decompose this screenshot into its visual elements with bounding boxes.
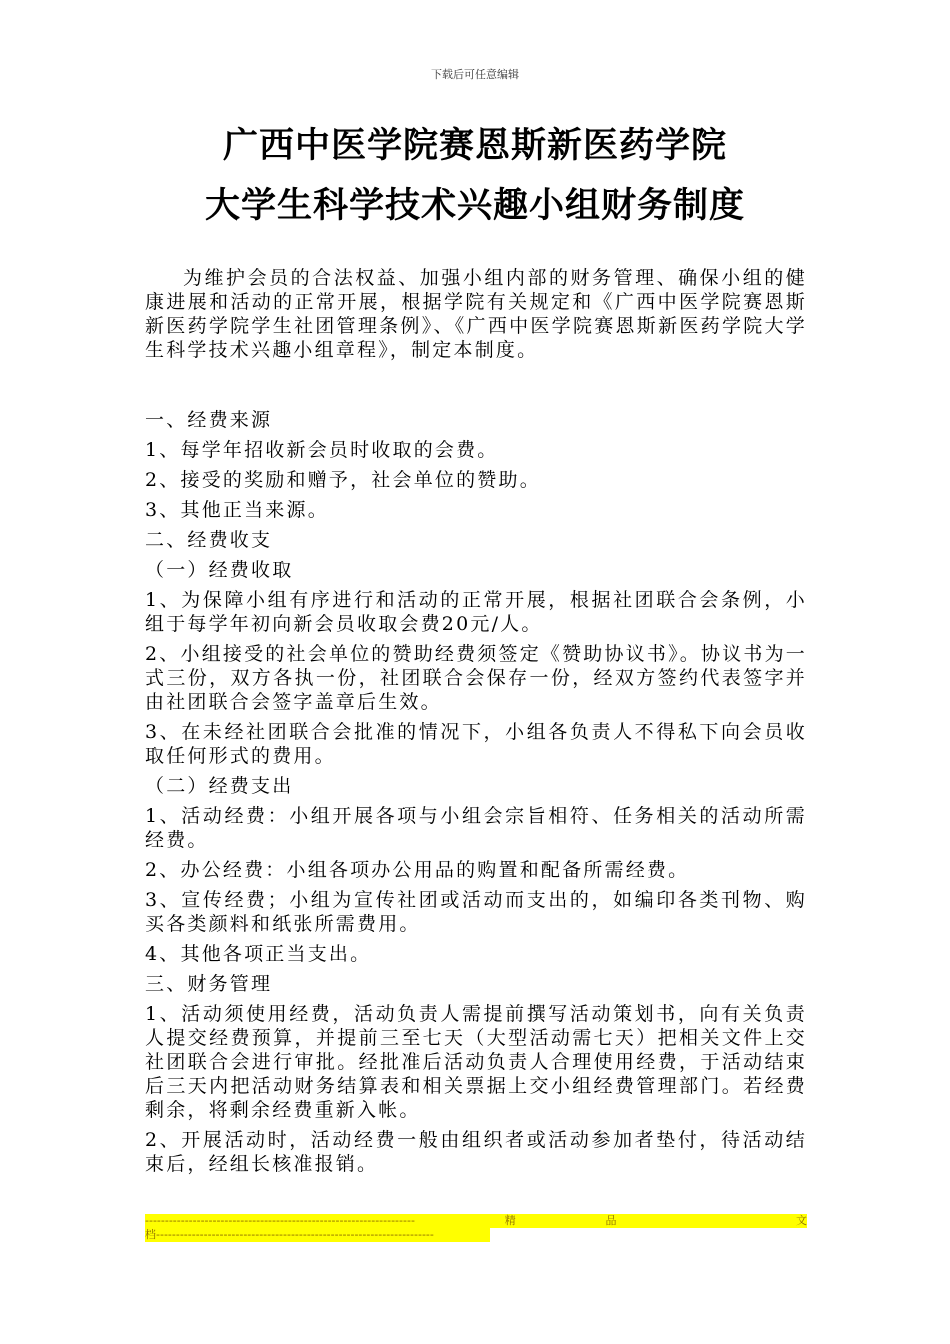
body-paragraph: 一、经费来源 xyxy=(145,409,273,431)
footer-dashes: -------------------------------------------------------------------- xyxy=(145,1214,415,1227)
intro-paragraph: 为维护会员的合法权益、加强小组内部的财务管理、确保小组的健康进展和活动的正常开展，根据学院有关规定和《广西中医学院赛恩斯新医药学院学生社团管理条例》、《广西中医学院赛恩斯新医药学院大学生科学技术兴趣小组章程》，制定本制度。 xyxy=(145,267,807,361)
footer-watermark xyxy=(145,1214,807,1246)
body-paragraph: 2、开展活动时，活动经费一般由组织者或活动参加者垫付，待活动结束后，经组长核准报销。 xyxy=(145,1129,807,1175)
body-paragraph: 二、经费收支 xyxy=(145,529,273,551)
body-paragraph: 1、为保障小组有序进行和活动的正常开展，根据社团联合会条例，小组于每学年初向新会员收取会费20元/人。 xyxy=(145,589,807,635)
body-paragraph: （二）经费支出 xyxy=(145,775,294,797)
body-paragraph: 1、活动经费：小组开展各项与小组会宗旨相符、任务相关的活动所需经费。 xyxy=(145,805,807,851)
footer-line-2 xyxy=(145,1228,490,1242)
body-paragraph: 3、在未经社团联合会批准的情况下，小组各负责人不得私下向会员收取任何形式的费用。 xyxy=(145,721,807,767)
body-paragraph: 3、宣传经费；小组为宣传社团或活动而支出的，如编印各类刊物、购买各类颜料和纸张所需费用。 xyxy=(145,889,807,935)
document-title-line-1: 广西中医学院赛恩斯新医药学院 xyxy=(222,126,727,166)
footer-line2-prefix: 档 xyxy=(145,1228,156,1241)
document-body xyxy=(145,266,807,1182)
footer-line-1 xyxy=(145,1214,807,1228)
footer-word-3: 文 xyxy=(795,1214,807,1227)
body-paragraph: 3、其他正当来源。 xyxy=(145,499,329,521)
footer-word-2: 品 xyxy=(605,1214,617,1227)
footer-word-1: 精 xyxy=(504,1214,516,1227)
body-paragraph: 三、财务管理 xyxy=(145,973,273,995)
footer-line2-dashes: ---------------------------------------------------------------------- xyxy=(156,1228,434,1241)
header-note: 下载后可任意编辑 xyxy=(431,68,519,81)
body-paragraph: （一）经费收取 xyxy=(145,559,294,581)
section-gap xyxy=(145,362,807,408)
body-paragraph: 4、其他各项正当支出。 xyxy=(145,943,372,965)
body-paragraph: 1、每学年招收新会员时收取的会费。 xyxy=(145,439,499,461)
body-paragraph: 2、办公经费：小组各项办公用品的购置和配备所需经费。 xyxy=(145,859,690,881)
body-paragraph: 1、活动须使用经费，活动负责人需提前撰写活动策划书，向有关负责人提交经费预算，并提前三至七天（大型活动需七天）把相关文件上交社团联合会进行审批。经批准后活动负责人合理使用经费，于活动结束后三天内把活动财务结算表和相关票据上交小组经费管理部门。若经费剩余，将剩余经费重新入帐。 xyxy=(145,1003,807,1121)
document-title-line-2: 大学生科学技术兴趣小组财务制度 xyxy=(204,186,745,226)
body-paragraph: 2、接受的奖励和赠予，社会单位的赞助。 xyxy=(145,469,541,491)
body-paragraph: 2、小组接受的社会单位的赞助经费须签定《赞助协议书》。协议书为一式三份，双方各执一份，社团联合会保存一份，经双方签约代表签字并由社团联合会签字盖章后生效。 xyxy=(145,643,807,713)
paragraph-list xyxy=(145,408,807,1176)
